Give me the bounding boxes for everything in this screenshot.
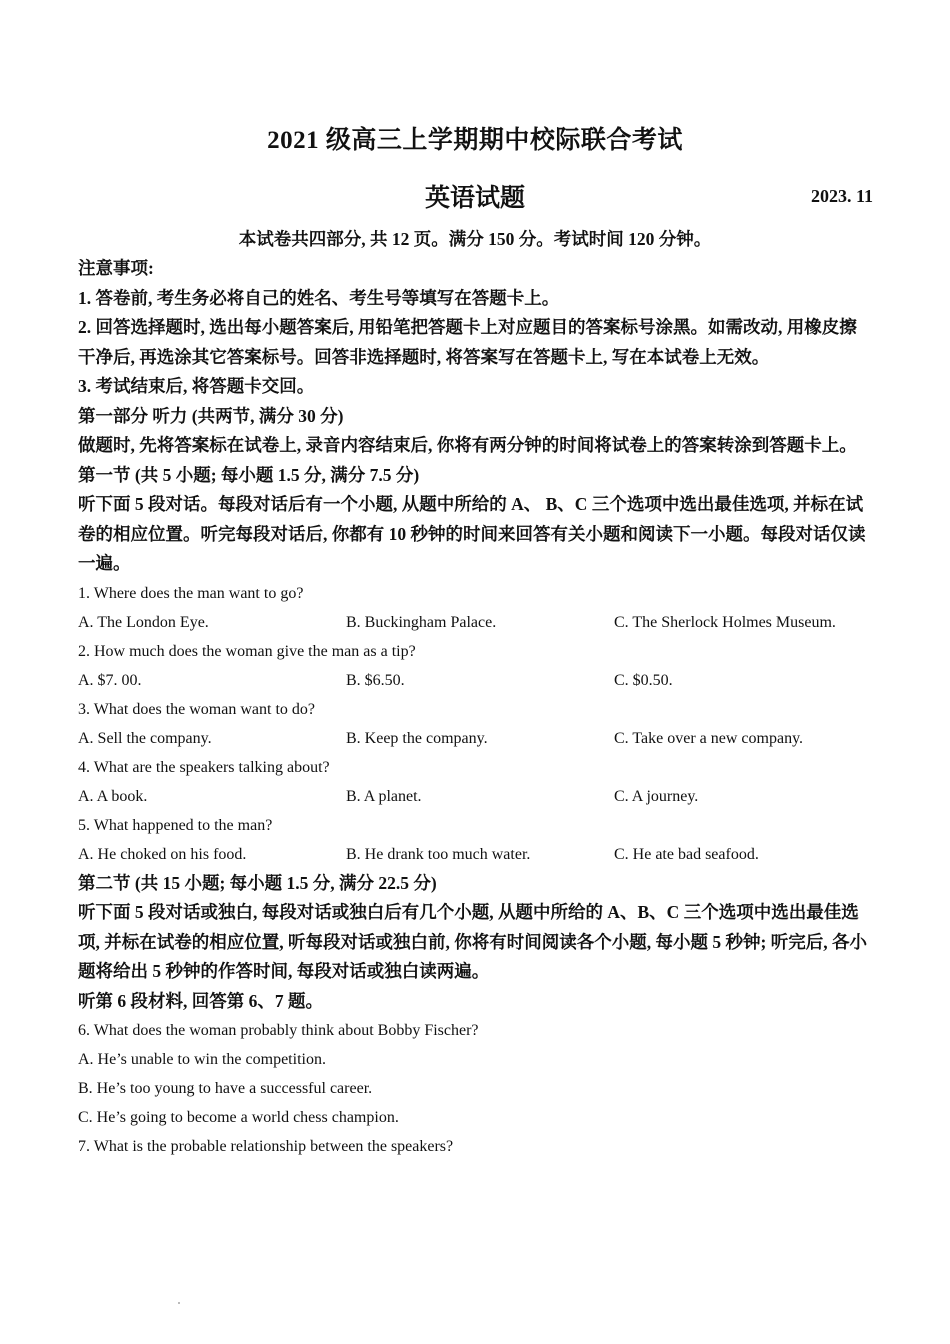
notes-heading: 注意事项: <box>78 258 154 278</box>
option-a: A. A book. <box>78 787 148 805</box>
question-text: 4. What are the speakers talking about? <box>78 758 330 776</box>
question-text: 3. What does the woman want to do? <box>78 700 315 718</box>
question-options <box>78 666 874 695</box>
exam-info: 本试卷共四部分, 共 12 页。满分 150 分。考试时间 120 分钟。 <box>238 229 712 249</box>
exam-body <box>78 254 874 1161</box>
option-b: B. A planet. <box>346 787 422 805</box>
question-options <box>78 608 874 637</box>
exam-title: 2021 级高三上学期期中校际联合考试 <box>267 127 683 154</box>
option-c: C. Take over a new company. <box>614 729 804 747</box>
question-options <box>78 724 874 753</box>
option-a: A. $7. 00. <box>78 671 142 689</box>
note-item: 1. 答卷前, 考生务必将自己的姓名、考生号等填写在答题卡上。 <box>78 287 560 308</box>
section2-instruction: 听下面 5 段对话或独白, 每段对话或独白后有几个小题, 从题中所给的 A、B、C 三个选项中选出最佳选项, 并标在试卷的相应位置, 听每段对话或独白前, 你将有时间阅读各个小题, 每小题 5 秒钟; 听完后, 各小题将给出 5 秒钟的作答时间, 每段对话或独白读两遍。 <box>78 902 867 981</box>
option-b: B. Buckingham Palace. <box>346 613 497 631</box>
option-a: A. Sell the company. <box>78 729 212 747</box>
question-options <box>78 840 874 869</box>
section1-heading: 第一节 (共 5 小题; 每小题 1.5 分, 满分 7.5 分) <box>78 464 420 485</box>
part1-instruction: 做题时, 先将答案标在试卷上, 录音内容结束后, 你将有两分钟的时间将试卷上的答案转涂到答题卡上。 <box>78 435 857 455</box>
option-b: B. $6.50. <box>346 671 405 689</box>
question-text: 7. What is the probable relationship between the speakers? <box>78 1138 454 1155</box>
question-text: 2. How much does the woman give the man as a tip? <box>78 642 416 660</box>
option-c: C. A journey. <box>614 787 699 805</box>
section2-heading: 第二节 (共 15 小题; 每小题 1.5 分, 满分 22.5 分) <box>78 872 437 893</box>
page-speck <box>178 1302 180 1304</box>
option-c: C. He ate bad seafood. <box>614 845 759 863</box>
exam-date: 2023. 11 <box>810 186 873 206</box>
option-b: B. He drank too much water. <box>346 845 531 863</box>
question-text: 6. What does the woman probably think about Bobby Fischer? <box>78 1022 479 1039</box>
option-c: C. $0.50. <box>614 671 673 689</box>
exam-subject: 英语试题 <box>424 185 525 212</box>
option-a: A. The London Eye. <box>78 613 209 631</box>
option-c: C. He’s going to become a world chess champion. <box>78 1109 399 1126</box>
option-c: C. The Sherlock Holmes Museum. <box>614 613 836 631</box>
note-item: 3. 考试结束后, 将答题卡交回。 <box>78 376 315 396</box>
note-item: 2. 回答选择题时, 选出每小题答案后, 用铅笔把答题卡上对应题目的答案标号涂黑。如需改动, 用橡皮擦干净后, 再选涂其它答案标号。回答非选择题时, 将答案写在答题卡上, 写在本试卷上无效。 <box>78 317 857 367</box>
question-text: 5. What happened to the man? <box>78 816 273 834</box>
option-b: B. Keep the company. <box>346 729 488 747</box>
material-label: 听第 6 段材料, 回答第 6、7 题。 <box>78 990 323 1011</box>
part1-heading: 第一部分 听力 (共两节, 满分 30 分) <box>78 405 344 426</box>
question-text: 1. Where does the man want to go? <box>78 584 304 602</box>
question-options <box>78 782 874 811</box>
option-b: B. He’s too young to have a successful career. <box>78 1080 373 1097</box>
option-a: A. He choked on his food. <box>78 845 247 863</box>
option-a: A. He’s unable to win the competition. <box>78 1051 326 1068</box>
section1-instruction: 听下面 5 段对话。每段对话后有一个小题, 从题中所给的 A、 B、C 三个选项中选出最佳选项, 并标在试卷的相应位置。听完每段对话后, 你都有 10 秒钟的时间来回答有关小题和阅读下一小题。每段对话仅读一遍。 <box>78 494 866 573</box>
